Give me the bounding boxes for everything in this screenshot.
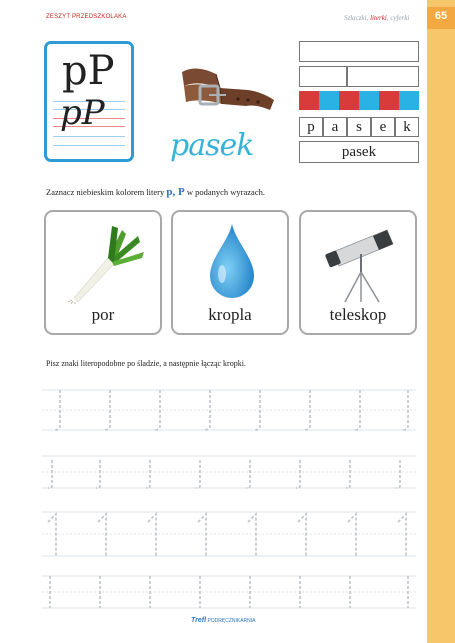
page-number: 65: [434, 10, 448, 22]
guide-line: [53, 136, 125, 137]
water-drop-illustration: [206, 222, 258, 300]
guide-line: [53, 145, 125, 146]
letter-cell: e: [371, 117, 395, 137]
letter-cell: s: [347, 117, 371, 137]
task1-instruction: Zaznacz niebieskim kolorem litery p, P w podanych wyrazach.: [46, 186, 265, 198]
letter-cell: k: [395, 117, 419, 137]
sound-segment: [299, 91, 319, 110]
card-word: kropla: [208, 305, 252, 324]
belt-illustration: [176, 60, 280, 116]
sound-segment: [319, 91, 339, 110]
card-word: por: [91, 305, 115, 324]
picture-card-leek: [44, 210, 162, 335]
side-strip: [427, 0, 455, 643]
word-box: pasek: [299, 141, 419, 163]
trace-row-lines: [42, 570, 416, 614]
syllable-box: [299, 66, 347, 87]
letter-cell: p: [299, 117, 323, 137]
sound-segment: [399, 91, 419, 110]
cursive-word: pasek: [170, 128, 254, 163]
picture-card-telescope: [299, 210, 417, 335]
sound-segment: [339, 91, 359, 110]
letter-cell: a: [323, 117, 347, 137]
section-title: Szlaczki, literki, cyferki: [344, 14, 410, 22]
trace-row-hooks: [42, 382, 416, 438]
picture-card-drop: [171, 210, 289, 335]
sentence-box: [299, 41, 419, 62]
task2-instruction: Pisz znaki literopodobne po śladzie, a następnie łącząc kropki.: [46, 359, 246, 368]
telescope-illustration: [321, 222, 401, 304]
publisher-logo: Trefl PODRĘCZNIKARNIA: [191, 617, 256, 624]
card-word: teleskop: [329, 305, 387, 324]
series-title: ZESZYT PRZEDSZKOLAKA: [46, 14, 127, 20]
print-letters: pP: [62, 48, 115, 94]
sound-segment: [379, 91, 399, 110]
cursive-letters: pP: [60, 93, 105, 133]
trace-row-small-hooks: [42, 446, 416, 496]
leek-illustration: [64, 222, 148, 304]
trace-row-ones: [42, 506, 416, 562]
sound-segment: [359, 91, 379, 110]
syllable-box: [347, 66, 419, 87]
